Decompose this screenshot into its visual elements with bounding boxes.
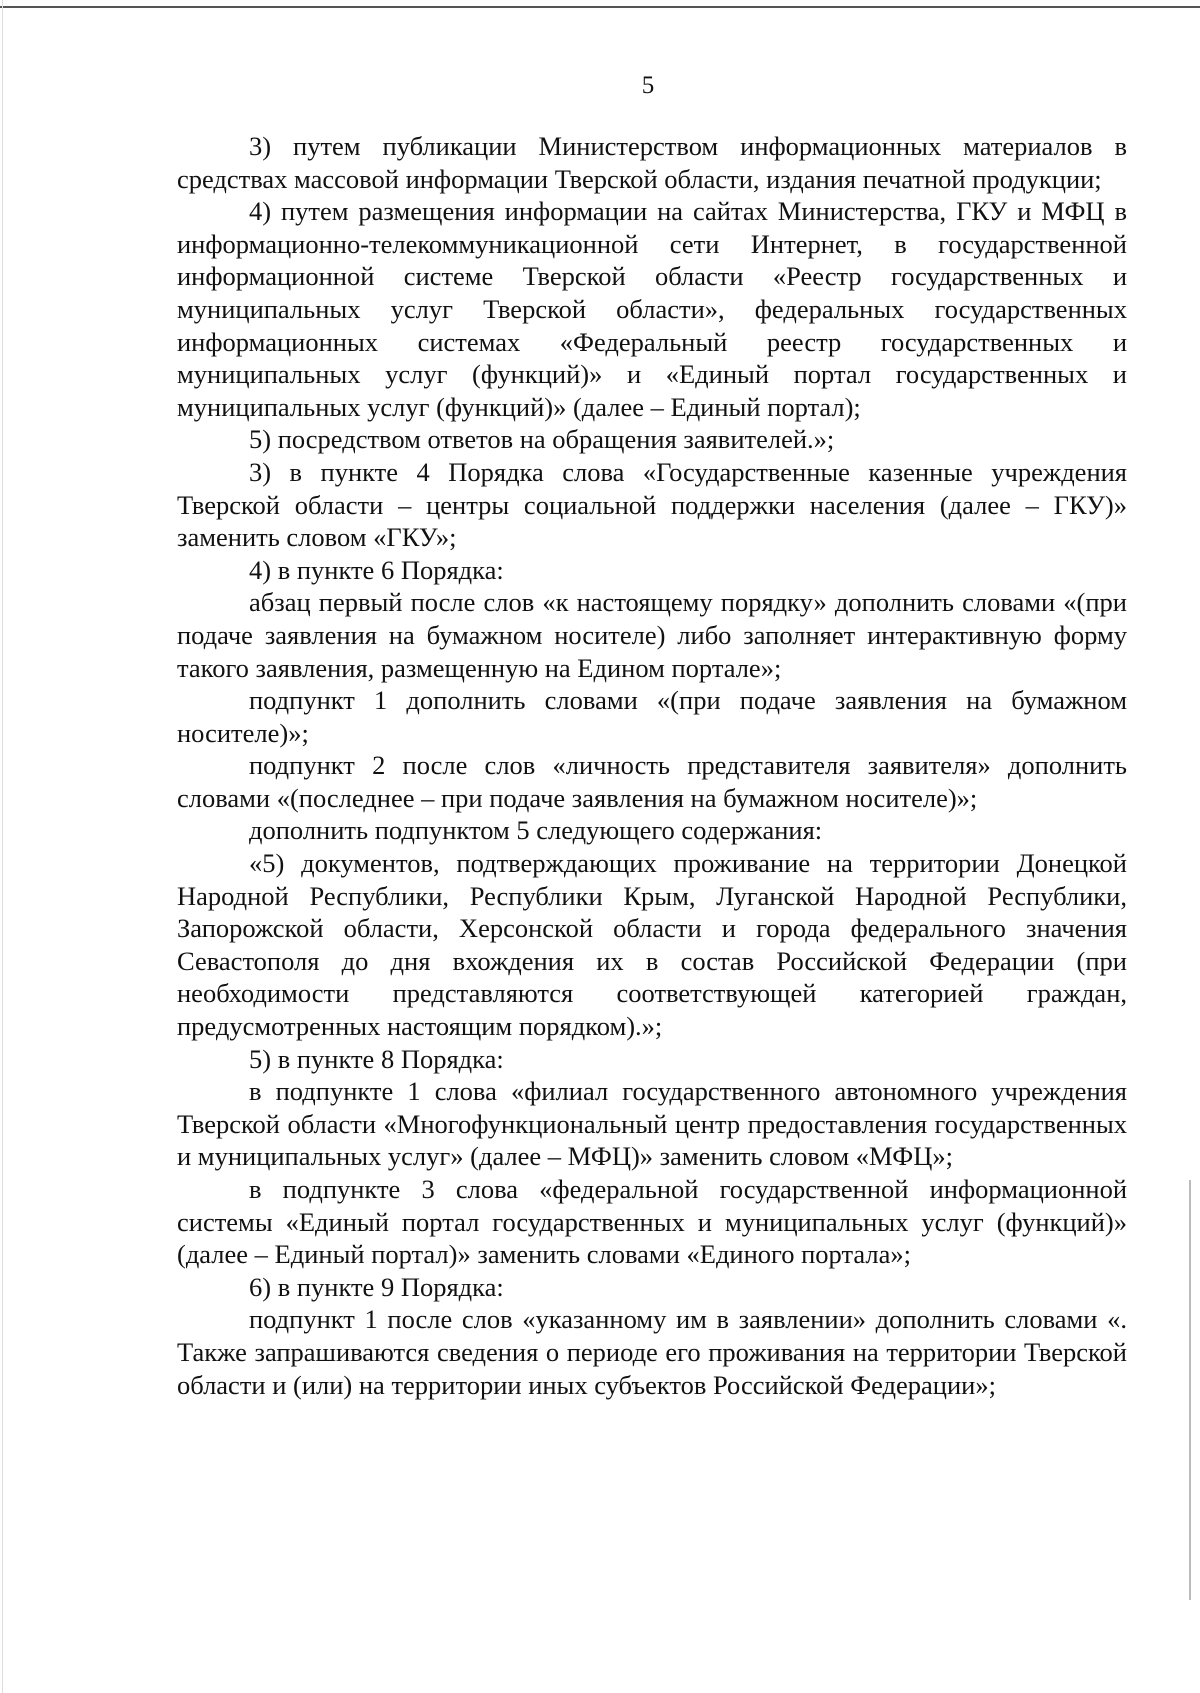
paragraph: в подпункте 3 слова «федеральной государственной информационной системы «Единый портал государственных и муниципальных услуг (функций)» (далее – Единый портал)» заменить словами «Единого портала»; [177,1174,1127,1270]
scan-edge-right [1189,1180,1191,1600]
paragraph: 5) в пункте 8 Порядка: [249,1043,504,1074]
paragraph: «5) документов, подтверждающих проживание на территории Донецкой Народной Республики, Республики Крым, Луганской Народной Республики, Запорожской области, Херсонской области и города федерального значения Севастополя до дня вхождения их в состав Российской Федерации (при необходимости представляются соответствующей категорией граждан, предусмотренных настоящим порядком).»; [177,848,1127,1042]
page-number: 5 [641,72,655,99]
paragraph: 3) путем публикации Министерством информационных материалов в средствах массовой информации Тверской области, издания печатной продукции; [177,131,1127,194]
paragraph: подпункт 2 после слов «личность представителя заявителя» дополнить словами «(последнее – при подаче заявления на бумажном носителе)»; [177,750,1127,813]
paragraph: 4) в пункте 6 Порядка: [249,554,504,585]
paragraph: 3) в пункте 4 Порядка слова «Государственные казенные учреждения Тверской области – центры социальной поддержки населения (далее – ГКУ)» заменить словом «ГКУ»; [177,456,1127,553]
document-body [177,130,1127,1401]
paragraph: 5) посредством ответов на обращения заявителей.»; [249,424,835,455]
paragraph: дополнить подпунктом 5 следующего содержания: [249,815,823,846]
paragraph: в подпункте 1 слова «филиал государственного автономного учреждения Тверской области «Многофункциональный центр предоставления государственных и муниципальных услуг» (далее – МФЦ)» заменить словом «МФЦ»; [177,1076,1127,1172]
scan-edge-top [0,6,1200,8]
paragraph: подпункт 1 дополнить словами «(при подаче заявления на бумажном носителе)»; [177,685,1127,748]
scan-edge-left [2,0,3,1693]
paragraph: 4) путем размещения информации на сайтах Министерства, ГКУ и МФЦ в информационно-телекоммуникационной сети Интернет, в государственной информационной системе Тверской области «Реестр государственных и муниципальных услуг Тверской области», федеральных государственных информационных системах «Федеральный реестр государственных и муниципальных услуг (функций)» и «Единый портал государственных и муниципальных услуг (функций)» (далее – Единый портал); [177,196,1127,422]
paragraph: абзац первый после слов «к настоящему порядку» дополнить словами «(при подаче заявления на бумажном носителе) либо заполняет интерактивную форму такого заявления, размещенную на Едином портале»; [177,587,1127,683]
paragraph: 6) в пункте 9 Порядка: [249,1271,504,1302]
paragraph: подпункт 1 после слов «указанному им в заявлении» дополнить словами «. Также запрашиваются сведения о периоде его проживания на территории Тверской области и (или) на территории иных субъектов Российской Федерации»; [177,1304,1127,1400]
